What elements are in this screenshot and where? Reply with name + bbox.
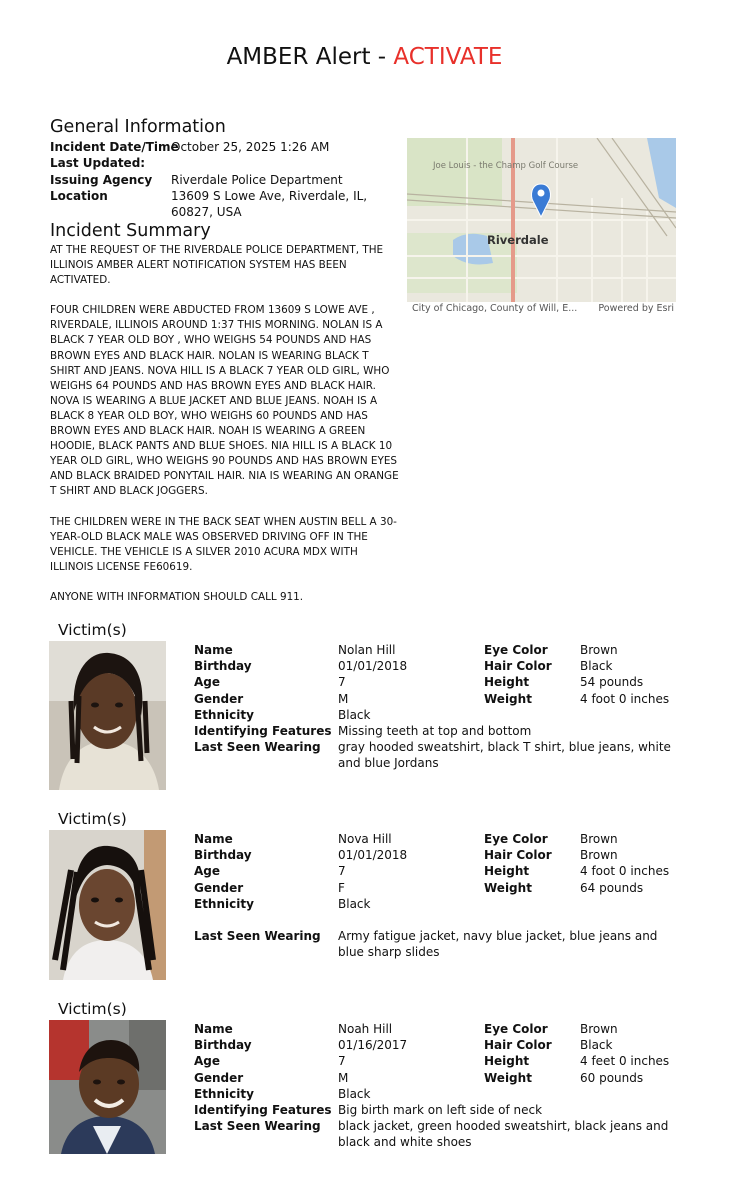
victim-values-right [580,831,700,896]
value-name: Noah Hill [338,1022,393,1036]
value-name: Nolan Hill [338,643,396,657]
field-label: Incident Date/Time [50,140,179,154]
victim-values-right [580,1021,700,1086]
page-title [0,44,729,70]
value-age: 7 [338,675,346,690]
field-label: Issuing Agency [50,173,153,187]
map-powered-by[interactable]: Powered by Esri [598,303,674,314]
victim-heading: Victim(s) [58,810,127,828]
value-age: 7 [338,864,346,879]
value-gender: F [338,880,345,895]
label-last-seen-wearing: Last Seen Wearing [194,929,321,943]
value-identifying-features: Big birth mark on left side of neck [338,1103,543,1117]
victim-labels-right [484,1021,576,1086]
label-age: Age [194,1054,221,1069]
map-golf-label: Joe Louis - the Champ Golf Course [433,161,579,171]
map-city-label: Riverdale [487,233,549,247]
value-ethnicity: Black [338,1086,371,1101]
general-info-heading: General Information [50,117,226,137]
label-eye-color: Eye Color [484,1022,548,1036]
victim-labels-right [484,831,576,896]
label-name: Name [194,832,233,846]
value-height: 4 feet 0 inches [580,1054,670,1069]
value-last-seen-wearing: gray hooded sweatshirt, black T shirt, blue jeans, white and blue Jordans [338,740,671,771]
victim-labels-right [484,642,576,707]
incident-summary-text [50,243,400,620]
value-eye-color: Brown [580,643,618,657]
victim-values [338,642,478,723]
label-weight: Weight [484,880,532,895]
label-height: Height [484,864,530,879]
victim-labels [194,831,334,912]
value-gender: M [338,691,349,706]
label-height: Height [484,1054,530,1069]
value-weight: 60 pounds [580,1070,644,1085]
label-age: Age [194,675,221,690]
label-birthday: Birthday [194,1038,252,1053]
value-age: 7 [338,1054,346,1069]
value-height: 4 foot 0 inches [580,864,670,879]
victim-heading: Victim(s) [58,1000,127,1018]
label-gender: Gender [194,691,244,706]
value-ethnicity: Black [338,707,371,722]
value-last-seen-wearing: Army fatigue jacket, navy blue jacket, blue jeans and blue sharp slides [338,929,658,960]
summary-paragraph: FOUR CHILDREN WERE ABDUCTED FROM 13609 S LOWE AVE , RIVERDALE, ILLINOIS AROUND 1:37 THIS MORNING. NOLAN IS A BLACK 7 YEAR OLD BOY , WHO WEIGHS 54 POUNDS AND HAS BROWN EYES AND BLACK HAIR. NOLAN IS WEARING BLACK T SHIRT AND JEANS. NOVA HILL IS A BLACK 7 YEAR OLD GIRL, WHO WEIGHS 64 POUNDS AND HAS BROWN EYES AND BLACK HAIR. NOVA IS WEARING A BLUE JACKET AND BLUE JEANS. NOAH IS A BLACK 8 YEAR OLD BOY, WHO WEIGHS 60 POUNDS AND HAS BROWN EYES AND BLACK HAIR. NOAH IS WEARING A GREEN HOODIE, BLACK PANTS AND BLUE SHOES. NIA HILL IS A BLACK 10 YEAR OLD GIRL, WHO WEIGHS 90 POUNDS AND HAS BROWN EYES AND BLACK BRAIDED PONYTAIL HAIR. NIA IS WEARING AN ORANGE T SHIRT AND BLACK JOGGERS. [50,304,399,498]
victim-photo-nova [49,830,166,980]
victim-values [338,831,478,912]
label-gender: Gender [194,880,244,895]
title-prefix: AMBER Alert - [226,44,394,70]
value-weight: 64 pounds [580,880,644,895]
label-eye-color: Eye Color [484,832,548,846]
map-attribution [412,303,674,314]
victim-photo-noah [49,1020,166,1154]
field-value: Riverdale Police Department [171,173,343,187]
label-name: Name [194,643,233,657]
field-value: October 25, 2025 1:26 AM [171,140,330,154]
label-weight: Weight [484,691,532,706]
victim-heading: Victim(s) [58,621,127,639]
victim-labels [194,642,334,755]
value-birthday: 01/01/2018 [338,659,408,674]
label-gender: Gender [194,1070,244,1085]
map-attribution-text: City of Chicago, County of Will, E... [412,303,578,314]
victim-photo-nolan [49,641,166,790]
field-value: 13609 S Lowe Ave, Riverdale, IL, 60827, USA [171,189,368,219]
label-name: Name [194,1022,233,1036]
label-last-seen-wearing: Last Seen Wearing [194,740,321,755]
value-hair-color: Black [580,1038,613,1053]
label-hair-color: Hair Color [484,848,552,863]
incident-summary-heading: Incident Summary [50,221,211,241]
value-eye-color: Brown [580,832,618,846]
label-weight: Weight [484,1070,532,1085]
victim-values-right [580,642,700,707]
value-hair-color: Brown [580,848,618,863]
label-hair-color: Hair Color [484,659,552,674]
value-identifying-features: Missing teeth at top and bottom [338,724,532,738]
victim-labels [194,1021,334,1134]
field-label: Last Updated: [50,156,146,170]
value-birthday: 01/16/2017 [338,1038,408,1053]
value-hair-color: Black [580,659,613,674]
label-ethnicity: Ethnicity [194,707,254,722]
location-map[interactable] [407,138,676,302]
summary-paragraph: AT THE REQUEST OF THE RIVERDALE POLICE DEPARTMENT, THE ILLINOIS AMBER ALERT NOTIFICATION SYSTEM HAS BEEN ACTIVATED. [50,244,384,287]
summary-paragraph: ANYONE WITH INFORMATION SHOULD CALL 911. [50,590,304,603]
victim-values [338,1021,478,1102]
value-weight: 4 foot 0 inches [580,691,670,706]
label-birthday: Birthday [194,848,252,863]
value-eye-color: Brown [580,1022,618,1036]
value-name: Nova Hill [338,832,392,846]
label-hair-color: Hair Color [484,1038,552,1053]
summary-paragraph: THE CHILDREN WERE IN THE BACK SEAT WHEN AUSTIN BELL A 30-YEAR-OLD BLACK MALE WAS OBSERVED DRIVING OFF IN THE VEHICLE. THE VEHICLE IS A SILVER 2010 ACURA MDX WITH ILLINOIS LICENSE FE60619. [50,515,397,573]
value-height: 54 pounds [580,675,644,690]
label-identifying-features: Identifying Features [194,724,332,739]
label-eye-color: Eye Color [484,643,548,657]
label-height: Height [484,675,530,690]
map-graphic [407,138,676,302]
label-age: Age [194,864,221,879]
value-ethnicity: Black [338,896,371,911]
field-label: Location [50,189,108,203]
title-status: ACTIVATE [393,44,503,70]
golf-course-area [407,138,502,206]
label-birthday: Birthday [194,659,252,674]
label-last-seen-wearing: Last Seen Wearing [194,1119,321,1134]
value-last-seen-wearing: black jacket, green hooded sweatshirt, black jeans and black and white shoes [338,1119,669,1150]
label-ethnicity: Ethnicity [194,896,254,911]
value-gender: M [338,1070,349,1085]
label-identifying-features: Identifying Features [194,1103,332,1118]
value-birthday: 01/01/2018 [338,848,408,863]
label-ethnicity: Ethnicity [194,1086,254,1101]
